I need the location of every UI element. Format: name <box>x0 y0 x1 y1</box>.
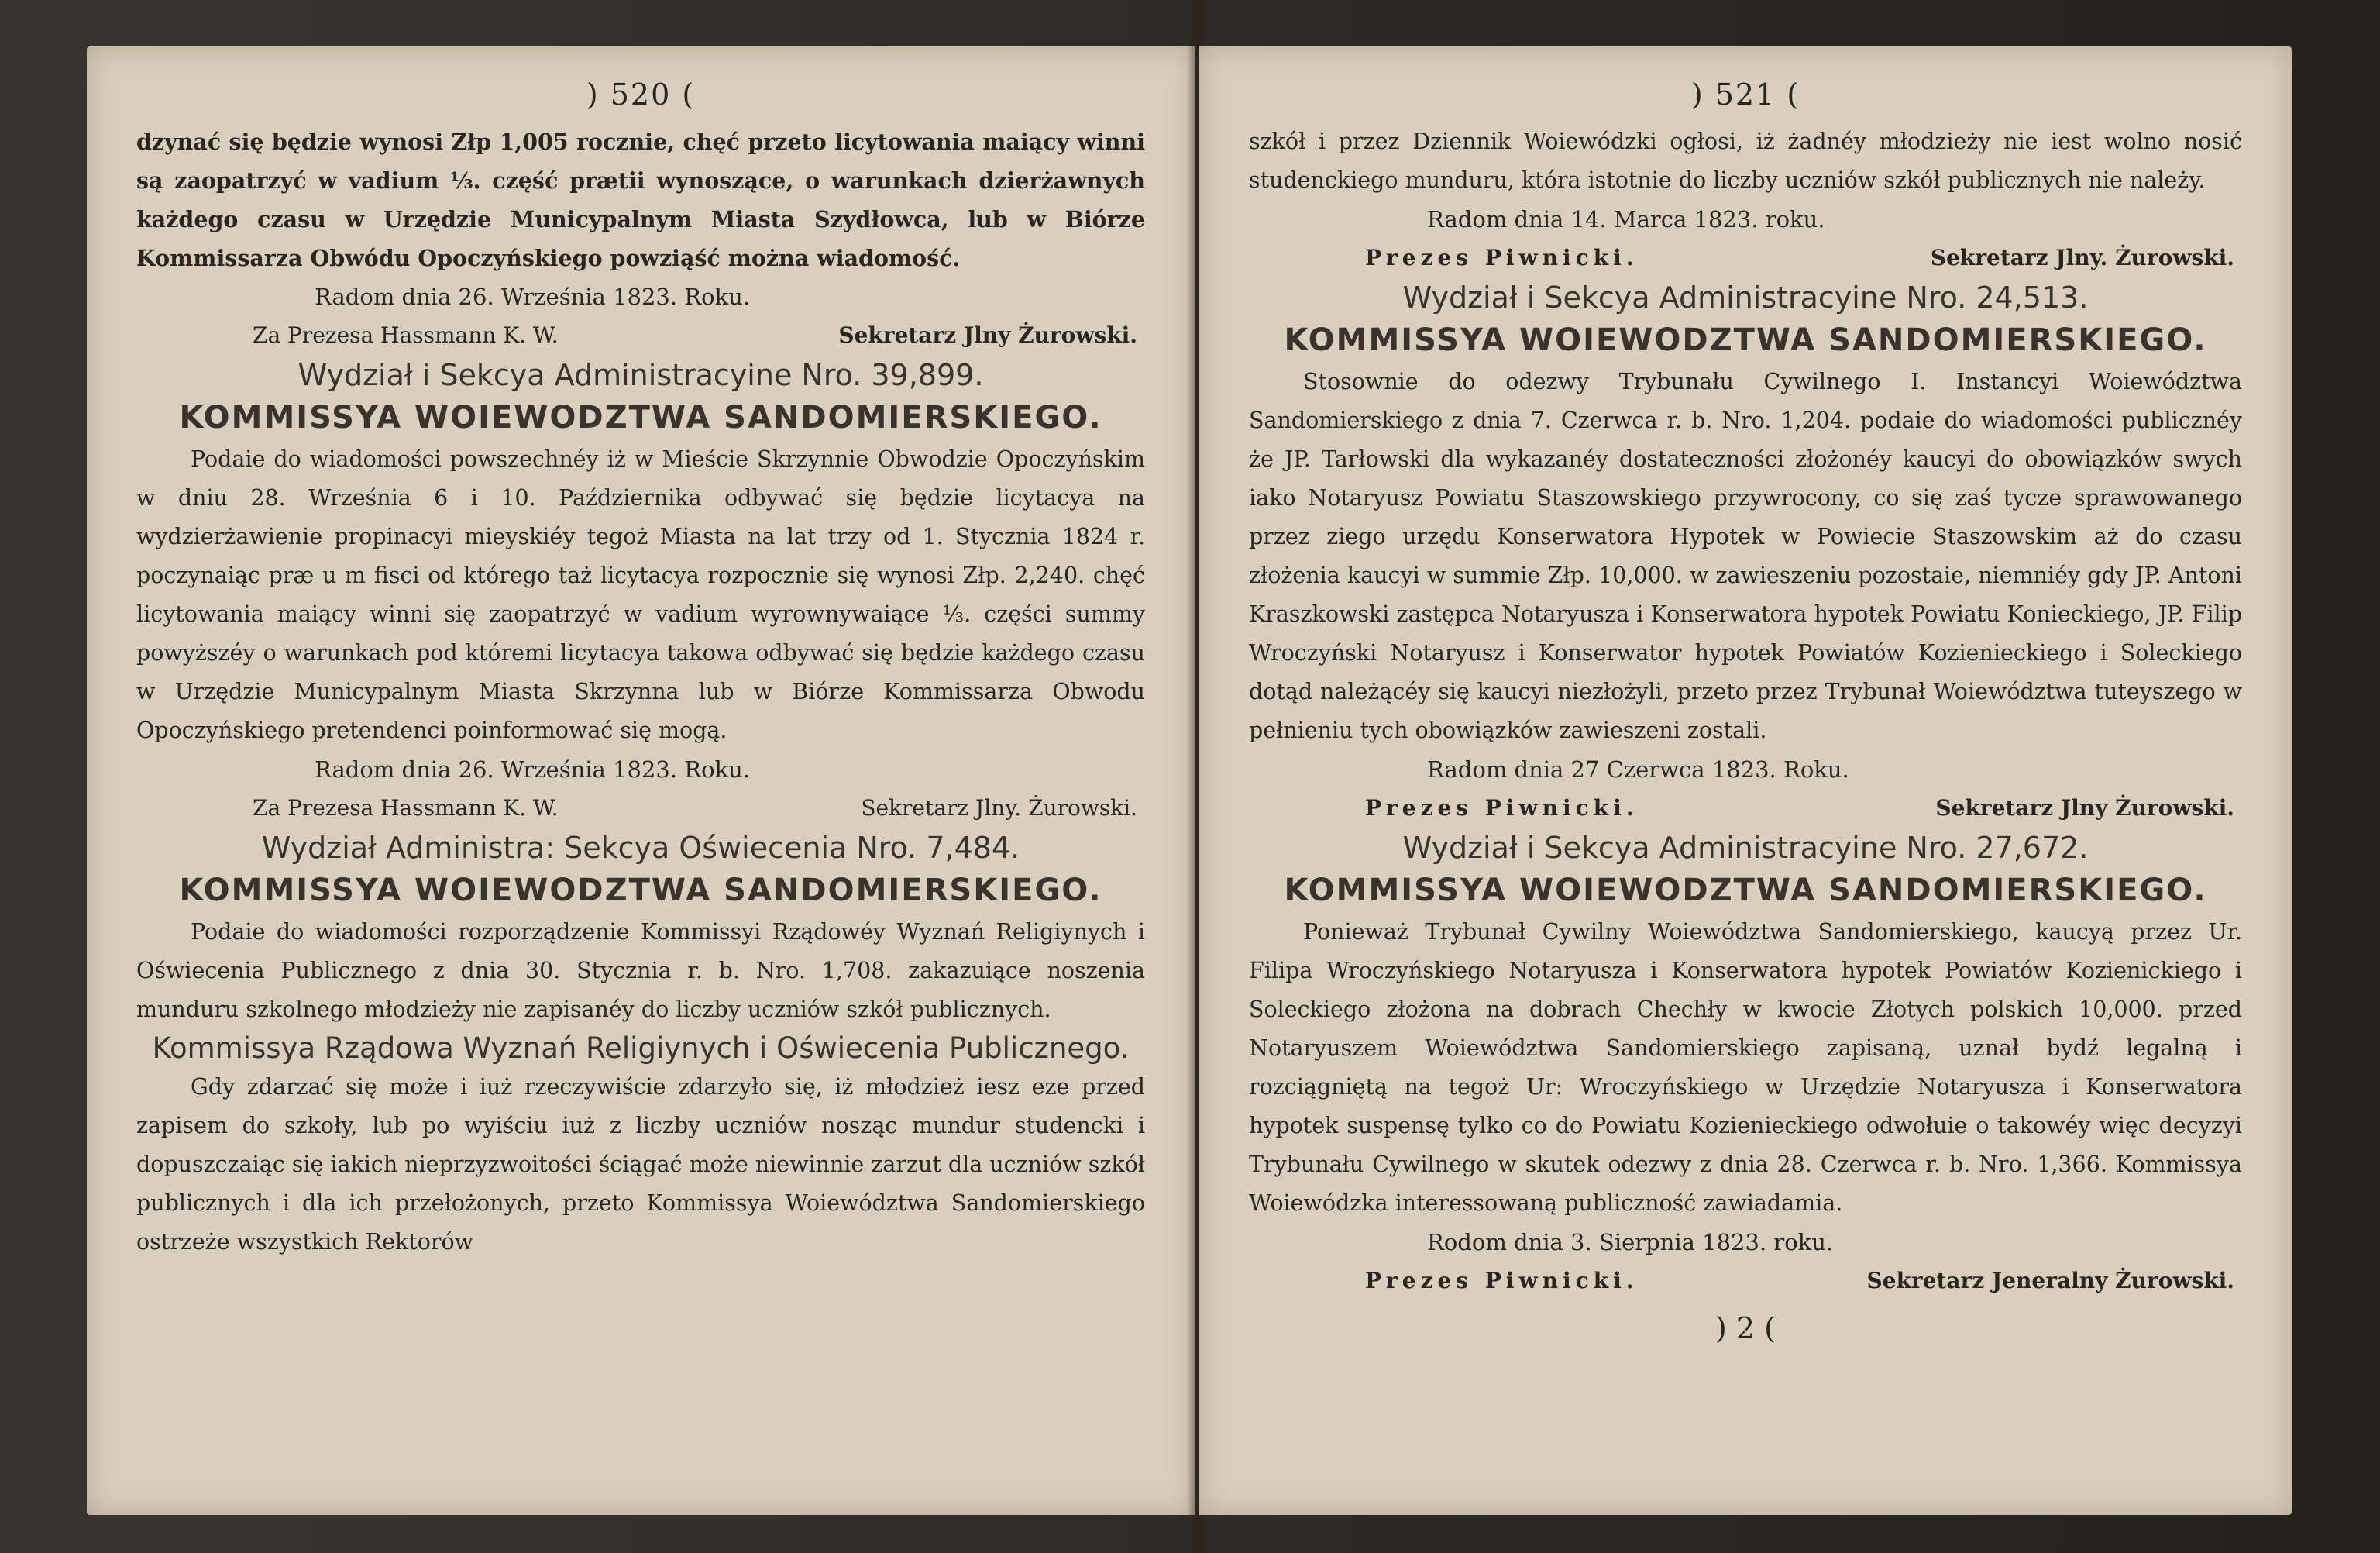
signature-right: Sekretarz Jlny Żurowski. <box>1935 795 2234 821</box>
page-number: ) 520 ( <box>586 77 696 112</box>
signature-right: Sekretarz Jeneralny Żurowski. <box>1866 1268 2234 1293</box>
signature-right: Sekretarz Jlny Żurowski. <box>838 322 1137 348</box>
notice-text: szkół i przez Dziennik Woiewódzki ogłosi, iż żadnéy młodzieży nie iest wolno nosić studenckiego munduru, która istotnie do liczby uczniów szkół publicznych nie należy. <box>1249 129 2242 193</box>
section-heading: Wydział i Sekcya Administracyine Nro. 24,513. <box>1402 281 2089 315</box>
signature-right: Sekretarz Jlny. Żurowski. <box>1930 245 2234 270</box>
notice-text: Ponieważ Trybunał Cywilny Woiewództwa Sandomierskiego, kaucyą przez Ur. Filipa Wroczyńskiego Notaryusza i Konserwatora hypotek Powiatów Kozienickiego i Soleckiego złożona na dobrach Chechły w kwocie Złotych polskich 10,000. przed Notaryuszem Woiewództwa Sandomierskiego zapisaną, uznał bydź legalną i rozciągniętą na tegoż Ur: Wroczyńskiego w Urzędzie Notaryusza i Konserwatora hypotek suspensę tylko co do Powiatu Kozienieckiego odwołuie o takowéy więc decyzyi Trybunału Cywilnego w skutek odezwy z dnia 28. Czerwca r. b. Nro. 1,366. Kommissya Woiewódzka interessowaną publiczność zawiadamia. <box>1249 919 2242 1216</box>
notice-date: Radom dnia 26. Września 1823. Roku. <box>315 756 751 783</box>
signature-mark: ) 2 ( <box>1715 1311 1776 1345</box>
section-heading: Wydział Administra: Sekcya Oświecenia Nro. 7,484. <box>261 831 1020 865</box>
signature-line <box>1249 239 2242 277</box>
commission-heading: KOMMISSYA WOIEWODZTWA SANDOMIERSKIEGO. <box>1284 322 2207 358</box>
commission-heading: KOMMISSYA WOIEWODZTWA SANDOMIERSKIEGO. <box>179 400 1102 436</box>
left-page <box>87 46 1195 1515</box>
signature-line <box>136 316 1145 355</box>
commission-heading: KOMMISSYA WOIEWODZTWA SANDOMIERSKIEGO. <box>179 873 1102 908</box>
page-number: ) 521 ( <box>1690 77 1800 112</box>
section-heading: Wydział i Sekcya Administracyine Nro. 27,672. <box>1402 831 2089 865</box>
right-page <box>1199 46 2292 1515</box>
section-heading: Wydział i Sekcya Administracyine Nro. 39,899. <box>298 358 984 392</box>
signature-left: Prezes Piwnicki. <box>1365 1268 1639 1293</box>
signature-line <box>1249 789 2242 828</box>
notice-date: Radom dnia 27 Czerwca 1823. Roku. <box>1427 756 1849 783</box>
notice-text: Stosownie do odezwy Trybunału Cywilnego I. Instancyi Woiewództwa Sandomierskiego z dnia 7. Czerwca r. b. Nro. 1,204. podaie do wiadomości publicznéy że JP. Tarłowski dla wykazanéy dostateczności złożonéy kaucyi do obowiązków swych iako Notaryusz Powiatu Staszowskiego przywrocony, co się zaś tycze sprawowanego przez ziego urzędu Konserwatora Hypotek w Powiecie Staszowskim aż do czasu złożenia kaucyi w summie Złp. 10,000. w zawieszeniu pozostaie, niemniéy gdy JP. Antoni Kraszkowski zastępca Notaryusza i Konserwatora hypotek Powiatu Konieckiego, JP. Filip Wroczyński Notaryusz i Konserwator hypotek Powiatów Kozienieckiego i Soleckiego dotąd należącéy się kaucyi niezłożyli, przeto przez Trybunał Woiewództwa tuteyszego w pełnieniu tych obowiązków zawieszeni zostali. <box>1249 369 2242 743</box>
signature-left: Prezes Piwnicki. <box>1365 795 1639 821</box>
left-page-content <box>136 70 1145 1492</box>
signature-left: Za Prezesa Hassmann K. W. <box>253 795 559 821</box>
notice-text: Podaie do wiadomości rozporządzenie Kommissyi Rządowéy Wyznań Religiynych i Oświecenia Publicznego z dnia 30. Stycznia r. b. Nro. 1,708. zakazuiące noszenia munduru szkolnego młodzieży nie zapisanéy do liczby uczniów szkół publicznych. <box>136 919 1145 1022</box>
notice-text: Gdy zdarzać się może i iuż rzeczywiście zdarzyło się, iż młodzież iesz eze przed zapisem do szkoły, lub po wyiściu iuż z liczby uczniów nosząc mundur studencki i dopuszczaiąc się iakich nieprzyzwoitości ściągać może niewinnie zarzut dla uczniów szkół publicznych i dla ich przełożonych, przeto Kommissya Woiewództwa Sandomierskiego ostrzeże wszystkich Rektorów <box>136 1074 1145 1255</box>
notice-date: Radom dnia 26. Września 1823. Roku. <box>315 284 751 310</box>
signature-line <box>136 789 1145 828</box>
right-page-content <box>1249 70 2242 1492</box>
notice-date: Rodom dnia 3. Sierpnia 1823. roku. <box>1427 1229 1834 1255</box>
commission-heading: KOMMISSYA WOIEWODZTWA SANDOMIERSKIEGO. <box>1284 873 2207 908</box>
signature-line <box>1249 1262 2242 1300</box>
sub-heading: Kommissya Rządowa Wyznań Religiynych i Oświecenia Publicznego. <box>152 1031 1130 1065</box>
signature-right: Sekretarz Jlny. Żurowski. <box>861 795 1137 821</box>
signature-left: Prezes Piwnicki. <box>1365 245 1639 270</box>
notice-text: Podaie do wiadomości powszechnéy iż w Mieście Skrzynnie Obwodzie Opoczyńskim w dniu 28. Września 6 i 10. Października odbywać się będzie licytacya na wydzierżawienie propinacyi mieyskiéy tegoż Miasta na lat trzy od 1. Stycznia 1824 r. poczynaiąc præ u m fisci od którego taż licytacya rozpocznie się wynosi Złp. 2,240. chęć licytowania maiący winni się zaopatrzyć w vadium wyrownywaiące ⅓. części summy powyższéy o warunkach pod któremi licytacya takowa odbywać się będzie każdego czasu w Urzędzie Municypalnym Miasta Skrzynna lub w Biórze Kommissarza Obwodu Opoczyńskiego pretendenci poinformować się mogą. <box>136 446 1145 743</box>
notice-text: dzynać się będzie wynosi Złp 1,005 rocznie, chęć przeto licytowania maiący winni są zaopatrzyć w vadium ⅓. część prætii wynoszące, o warunkach dzierżawnych każdego czasu w Urzędzie Municypalnym Miasta Szydłowca, lub w Biórze Kommissarza Obwódu Opoczyńskiego powziąść można wiadomość. <box>136 129 1145 271</box>
notice-date: Radom dnia 14. Marca 1823. roku. <box>1427 206 1825 232</box>
signature-left: Za Prezesa Hassmann K. W. <box>253 322 559 348</box>
